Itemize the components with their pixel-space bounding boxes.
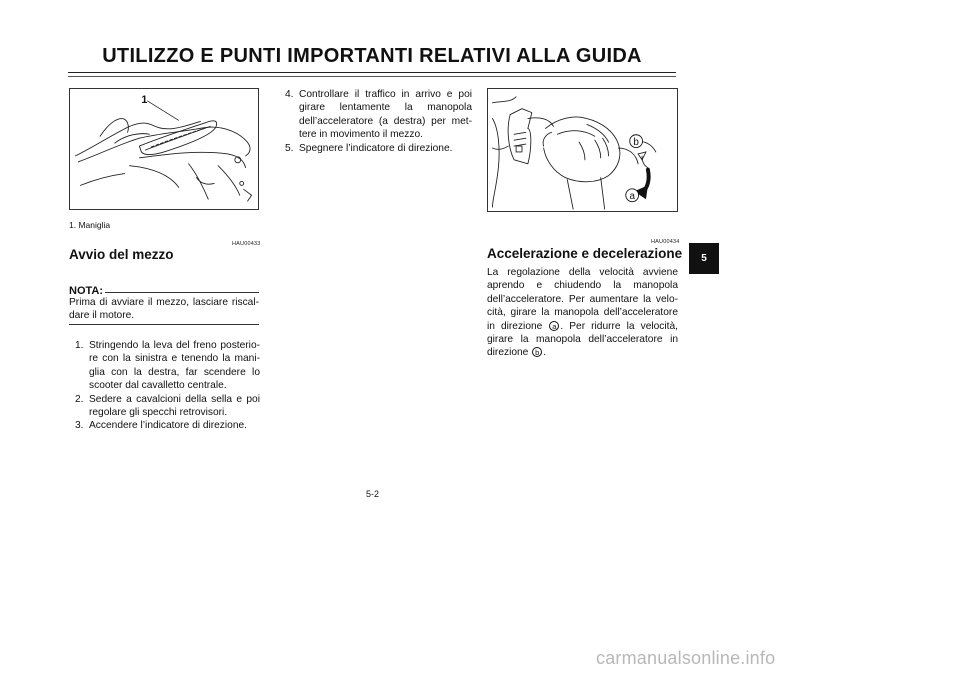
chapter-tab: 5 bbox=[689, 243, 719, 274]
list-item bbox=[75, 393, 260, 420]
note-rule-bottom bbox=[69, 324, 259, 325]
step-number: 1. bbox=[75, 340, 84, 351]
step-text: Spegnere l’indicatore di direzione. bbox=[299, 142, 453, 154]
throttle-hand-drawing bbox=[488, 89, 677, 211]
step-text: Sedere a cavalcioni della sella e poi regolare gli specchi retrovisori. bbox=[89, 393, 260, 419]
section-code: HAU00433 bbox=[232, 241, 261, 247]
note-text: Prima di avviare il mezzo, lasciare riscal-dare il motore. bbox=[69, 297, 259, 322]
list-item bbox=[75, 339, 260, 393]
watermark: carmanualsonline.info bbox=[596, 648, 776, 668]
throttle-grip-illustration bbox=[487, 88, 678, 212]
page-title: UTILIZZO E PUNTI IMPORTANTI RELATIVI ALLA GUIDA bbox=[102, 45, 642, 67]
accel-text-2: . Per ridurre la velocità, girare la manopola dell’acceleratore in direzione bbox=[487, 320, 678, 359]
step-number: 4. bbox=[285, 89, 294, 100]
direction-a-marker: a bbox=[549, 321, 559, 331]
note-label: NOTA: bbox=[69, 285, 104, 297]
title-rule bbox=[68, 72, 676, 73]
callout-b: b bbox=[633, 137, 639, 149]
page-number: 5-2 bbox=[366, 489, 380, 499]
step-number: 3. bbox=[75, 420, 84, 432]
step-number: 5. bbox=[285, 142, 294, 154]
step-text: Stringendo la leva del freno posterio-re con la sinistra e tenendo la mani-glia con la destra, far scendere lo scooter dal cavalletto centrale. bbox=[89, 340, 260, 392]
direction-b-marker: b bbox=[532, 347, 542, 357]
figure-caption: 1. Maniglia bbox=[69, 220, 111, 230]
grab-handle-illustration bbox=[69, 88, 259, 210]
list-item bbox=[285, 142, 472, 155]
start-steps-list-continued bbox=[285, 88, 472, 155]
title-rule-thin bbox=[68, 76, 676, 77]
scooter-rear-drawing bbox=[70, 89, 258, 209]
note-rule-top bbox=[105, 292, 259, 293]
callout-a: a bbox=[629, 191, 635, 203]
section-heading-accel: Accelerazione e decelerazione bbox=[487, 246, 683, 261]
step-text: Accendere l’indicatore di direzione. bbox=[89, 420, 247, 432]
list-item bbox=[75, 419, 260, 432]
list-item bbox=[285, 88, 472, 142]
callout-1: 1 bbox=[141, 93, 148, 106]
accel-text-3: . bbox=[543, 347, 547, 359]
step-text: Controllare il traffico in arrivo e poi girare lentamente la manopola dell’acceleratore (a destra) per met-tere in movimento il mezzo. bbox=[299, 89, 472, 141]
step-number: 2. bbox=[75, 393, 84, 405]
accel-paragraph bbox=[487, 266, 678, 360]
start-steps-list bbox=[75, 339, 260, 433]
accel-text-1: La regolazione della velocità avviene aprendo e chiudendo la manopola dell’acceleratore. Per aumentare la velo-cità, girare la manopola dell’acceleratore in direzione bbox=[487, 267, 678, 332]
section-code: HAU00434 bbox=[651, 239, 680, 245]
section-heading-start: Avvio del mezzo bbox=[69, 247, 174, 262]
